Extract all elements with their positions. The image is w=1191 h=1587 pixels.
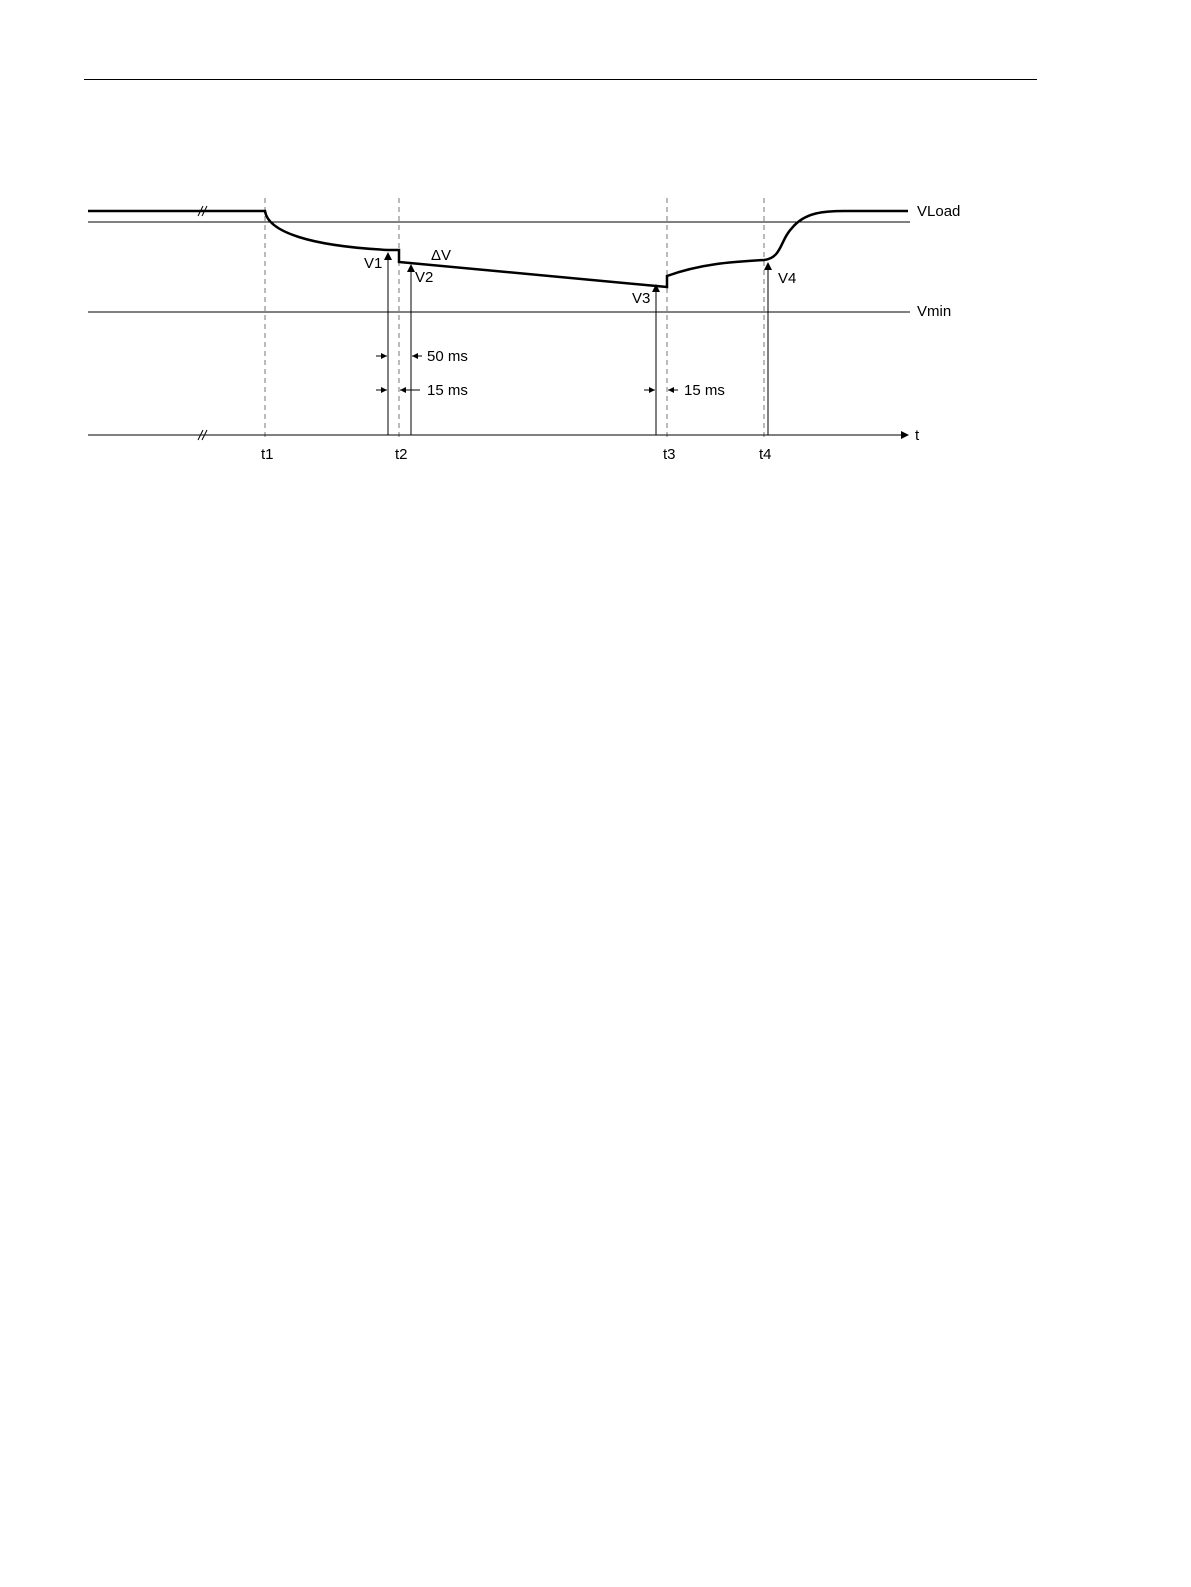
t2-label: t2 xyxy=(395,446,408,463)
v2-label: V2 xyxy=(415,269,434,286)
duration-50ms-label: 50 ms xyxy=(427,348,468,365)
t1-label: t1 xyxy=(261,446,274,463)
v3-label: V3 xyxy=(632,290,651,307)
t3-label: t3 xyxy=(663,446,676,463)
t-axis-label: t xyxy=(915,427,920,444)
t4-label: t4 xyxy=(759,446,772,463)
duration-15ms-label-b: 15 ms xyxy=(684,382,725,399)
vload-label: VLoad xyxy=(917,203,961,220)
delta-v-label: ΔV xyxy=(431,247,452,264)
duration-15ms-label-a: 15 ms xyxy=(427,382,468,399)
vmin-label: Vmin xyxy=(917,303,952,320)
v4-label: V4 xyxy=(778,270,797,287)
time-guides xyxy=(265,198,764,440)
v1-label: V1 xyxy=(364,255,383,272)
